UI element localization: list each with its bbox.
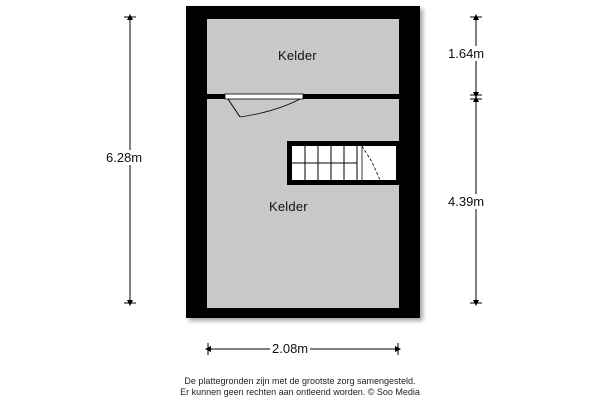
staircase [287,141,399,185]
disclaimer-line-2: Er kunnen geen rechten aan ontleend worden. © Soo Media [180,387,420,397]
upper-height-label: 1.64m [448,46,485,61]
door-opening [225,94,303,99]
total-height-label: 6.28m [106,150,143,165]
width-label: 2.08m [272,341,309,356]
lower-height-label: 4.39m [448,194,485,209]
room-label-upper: Kelder [278,48,317,63]
disclaimer-line-1: De plattegronden zijn met de grootste zorg samengesteld. [184,376,416,386]
room-label-lower: Kelder [269,199,308,214]
